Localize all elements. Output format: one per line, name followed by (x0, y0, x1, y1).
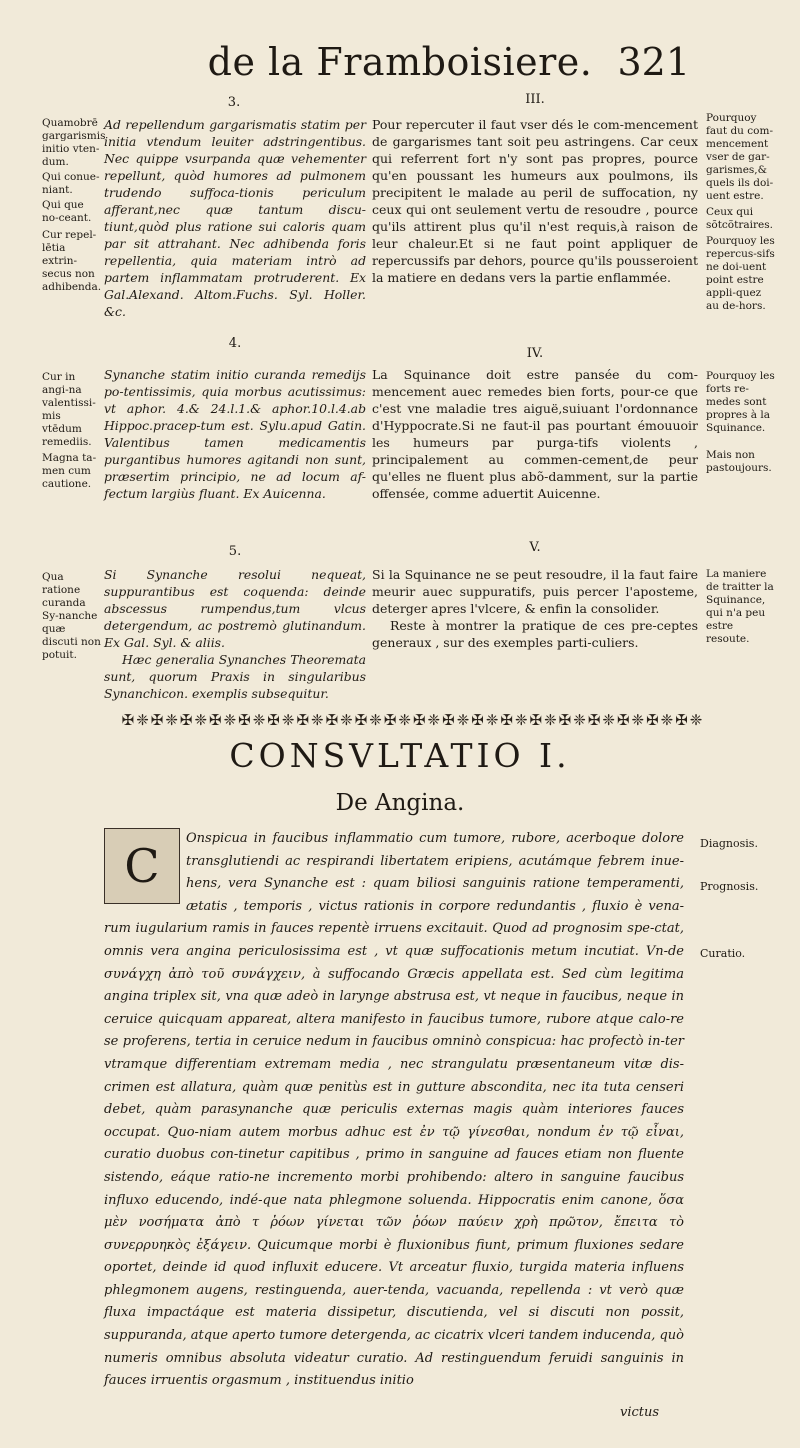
section-5-french-number: V. (529, 540, 541, 555)
section-5-latin-text: Si Synanche resolui nequeat, suppurantibus est coquenda: deinde abscessus rumpendus,tum vlcus detergendum, ac postremò glutinandum. Ex Gal. Syl. & aliis. (104, 567, 366, 650)
section-4-latin-number: 4. (228, 336, 242, 351)
consultatio-title: CONSVLTATIO I. (229, 736, 571, 775)
section-5-french-text: Si la Squinance ne se peut resoudre, il la faut faire meurir auec suppuratifs, puis percer l'apostemе, deterger apres l'vlcere, & enfin la consolider. (372, 567, 698, 616)
section-3-latin-text: Ad repellendum gargarismatis statim per initia vtendum leuiter adstringentibus. Nec quippe vsurpanda quæ vehementer repellunt, quòd humores ad pulmonem trudendo suffoca-tionis periculum afferant,nec quæ tantum discu-tiunt,quòd plus ratione sui caloris quam par sit attrahant. Nec adhibenda foris repellentia, quia materiam intrò ad partem inflammatam protruderent. Ex Gal.Alexand. Altom.Fuchs. Syl. Holler. &c. (104, 117, 366, 319)
section-4-french-number: IV. (526, 346, 544, 361)
consultatio-text: Onspicua in faucibus inflammatio cum tumore, rubore, acerboque dolore transglutiendi ac respirandi libertatem eripiens, acutámque febrem inue-hens, vera Synanche est : quam biliosi sanguinis ratione temperamenti, ætatis , temporis , victus rationis in corpore redundantis , fluxio è vena-rum iugularium ramis in fauces repentè irruens excitauit. Quod ad prognosim spe-ctat, omnis vera angina periculosissima est , vt quæ suffocationis metum incutiat. Vn-de συνάγχη ἀπὸ τοῦ συνάγχειν, à suffocando Græcis appellata est. Sed cùm legitima angina triplex sit, vna quæ adeò in larynge abstrusa est, vt neque in faucibus, neque in ceruice quicquam appareat, altera manifesto in faucibus tumore, rubore atque calo-re se proferens, tertia in ceruice nedum in faucibus omninò conspicua: hac profectò in-ter vtramque differentiam extremam media , nec strangulatu præsentaneum vitæ dis-crimen est allatura, quàm quæ penitùs est in gutture abscondita, nec ita tuta censeri debet, quàm parasynanche quæ periculis externas magis quàm interiores fauces occupat. Quo-niam autem morbus adhuc est ἐν τῷ γίνεσθαι, nondum ἐν τῷ εἶναι, curatio duobus con-tinetur capitibus , primo in sanguine ad fauces etiam non fluente sistendo, eáque ratio-ne incremento morbi prohibendo: altero in sanguine faucibus influxo educendo, indé-que nata phlegmone soluenda. Hippocratis enim canone, ὅσα μὲν νοσήματα ἀπὸ τ ῥόων γίνεται τῶν ῥόων παύειν χρὴ πρῶτον, ἔπειτα τὸ συνερρυηκὸς ἐξάγειν. Quicumque morbi è fluxionibus fiunt, primum fluxiones sedare oportet, deinde id quod influxit educere. Vt arceatur fluxio, turgida materia influens phlegmonem augens, restinguenda, auer-tenda, vacuanda, repellenda : vt verò quæ fluxa impactáque est materia dissipetur, discutienda, vel si discuti non possit, suppuranda, atque aperto tumore detergenda, ac cicatrix vlceri tandem inducenda, quò numeris omnibus absoluta videatur curatio. Ad restinguendum feruidi sanguinis in fauces irruentis orgasmum , instituendus initio (104, 831, 684, 1389)
section-3-french-text: Pour repercuter il faut vser dés le com-mencement de gargarismes tant soit peu astringens. Car ceux qui referrent fort n'y sont pas propres, pource qu'en poussant les humeurs aux poulmons, ils precipitent le malade au peril de suffocation, ny ceux qui ont seulement vertu de resoudre , pource qu'ils attirent plus qu'il n'est requis,à raison de leur chaleur.Et si ne faut point appliquer de repercussifs par dehors, pource qu'ils pousseroient la matiere en dedans vers la partie enflammée. (372, 117, 698, 285)
section-3-right-margin-notes (706, 112, 776, 313)
margin-note: Pourquoy les forts re-medes sont propres à la Squinance. (706, 370, 775, 434)
running-head: de la Framboisiere. (207, 40, 593, 84)
decorated-initial: C (104, 828, 180, 904)
margin-note: Qua ratione curanda Sy-nanche quæ discuti non potuit. (42, 571, 101, 661)
margin-note: Pourquoy faut du com-mencement vser de gar-garismes,& quels ils doi-uent estre. (706, 112, 774, 202)
consultatio-subtitle: De Angina. (335, 790, 465, 816)
decorative-ornament-band: ✠❈✠❈✠❈✠❈✠❈✠❈✠❈✠❈✠❈✠❈✠❈✠❈✠❈✠❈✠❈✠❈✠❈✠❈✠❈✠❈ (121, 711, 705, 729)
section-3-latin-number: 3. (227, 95, 241, 110)
margin-note: Qui conue-niant. (42, 171, 100, 196)
section-5-latin-block (104, 566, 366, 702)
consultatio-margin-diagnosis: Diagnosis. (700, 837, 758, 850)
margin-note: Quamobrē gargarismis initio vten-dum. (42, 117, 106, 168)
margin-note: La maniere de traitter la Squinance, qui n'a peu estre resoute. (706, 568, 774, 645)
margin-note: Cur repel-lētia extrin-secus non adhibenda. (42, 229, 102, 293)
section-5-latin-conclusion: Hæc generalia Synanches Theoremata sunt, quorum Praxis in singularibus Synanchicon. exemplis subsequitur. (104, 652, 366, 701)
catchword: victus (620, 1405, 660, 1420)
margin-note: Ceux qui sõtcõtraires. (706, 206, 773, 231)
section-3-left-margin-notes (42, 117, 106, 294)
page-header (0, 40, 800, 100)
section-5-french-block (372, 566, 698, 651)
section-4-left-margin-notes (42, 371, 102, 491)
margin-note: Mais non pastoujours. (706, 449, 772, 474)
margin-note: Cur in angi-na valentissi-mis vtēdum remediis. (42, 371, 96, 448)
consultatio-margin-curatio: Curatio. (700, 947, 746, 960)
margin-note: Magna ta-men cum cautione. (42, 452, 97, 490)
section-5-latin-number: 5. (228, 544, 242, 559)
consultatio-margin-prognosis: Prognosis. (700, 880, 759, 893)
section-3-french-number: III. (525, 92, 545, 107)
section-5-french-conclusion: Reste à montrer la pratique de ces pre-ceptes generaux , sur des exemples parti-culiers. (372, 618, 698, 650)
section-5-left-margin-notes (42, 571, 102, 662)
section-4-right-margin-notes (706, 370, 776, 475)
margin-note: Pourquoy les repercus-sifs ne doi-uent point estre appli-quez au de-hors. (706, 235, 775, 312)
section-5-right-margin-notes (706, 568, 776, 646)
consultatio-body (104, 828, 684, 1393)
section-4-latin-text: Synanche statim initio curanda remedijs po-tentissimis, quia morbus acutissimus: vt aphor. 4.& 24.l.1.& aphor.10.l.4.ab Hippoc.pracep-tum est. Sylu.apud Gatin. Valentibus tamen medicamentis purgantibus humores agitandi non sunt, præsertim principio, ne ad locum af-fectum largiùs fluant. Ex Auicenna. (104, 367, 366, 501)
page-number: 321 (617, 40, 690, 84)
section-4-french-text: La Squinance doit estre pansée du com-mencement auec remedes bien forts, pour-ce que c'est vne maladie tres aiguë,suiuant l'ordonnance d'Hyppocrate.Si ne faut-il pas pourtant émouuoir les humeurs par purga-tifs violents , principalement au commen-cement,de peur qu'elles ne fluent plus abõ-damment, sur la partie offensée, comme aduertit Auicenne. (372, 367, 698, 501)
margin-note: Qui que no-ceant. (42, 199, 92, 224)
